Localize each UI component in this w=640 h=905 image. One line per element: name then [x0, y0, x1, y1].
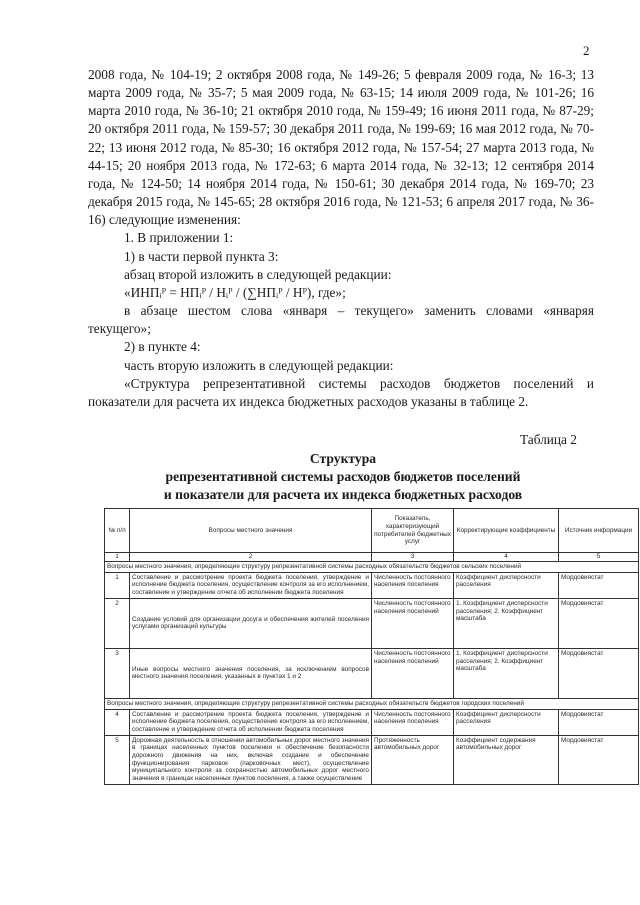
table-title-line-2: репрезентативной системы расходов бюджетов поселений [165, 469, 521, 484]
col-number: 5 [559, 553, 639, 562]
table-title [88, 450, 598, 504]
row-source: Мордовиястат [559, 572, 639, 598]
row-source: Мордовиястат [559, 648, 639, 698]
paragraph-point-4: 2) в пункте 4: [124, 339, 201, 355]
column-numbers-row [105, 553, 639, 562]
col-number: 1 [105, 553, 130, 562]
table-row [105, 598, 639, 648]
paragraph-part-2: часть вторую изложить в следующей редакции: [124, 357, 394, 373]
paragraph-abzac-2: абзац второй изложить в следующей редакции: [124, 266, 392, 282]
row-question: Создание условий для организации досуга и обеспечения жителей поселения услугами организаций культуры [130, 598, 372, 648]
paragraph-appendix-1: 1. В приложении 1: [124, 230, 234, 246]
table-title-line-1: Структура [309, 451, 377, 466]
table-label: Таблица 2 [520, 432, 577, 447]
table-row [105, 648, 639, 698]
row-question: Составление и рассмотрение проекта бюджета поселения, утверждение и исполнение бюджета поселения, осуществление контроля за его исполнением, составление и утверждение отчета об исполнении бюджета поселения [130, 709, 372, 735]
row-indicator: Численность постоянного населения поселений [372, 598, 454, 648]
row-coefficient: Коэффициент дисперсности расселения [454, 709, 559, 735]
row-coefficient: Коэффициент содержания автомобильных дорог [454, 735, 559, 784]
budget-structure-table [104, 508, 639, 785]
row-question: Иные вопросы местного значения поселения, за исключением вопросов местного значения поселения, указанных в пунктах 1 и 2 [130, 648, 372, 698]
row-indicator: Протяженность автомобильных дорог [372, 735, 454, 784]
row-indicator: Численность постоянного населения поселений [372, 648, 454, 698]
section-rural: Вопросы местного значения, определяющие структуру репрезентативной системы расходных обязательств бюджетов сельских поселений [105, 562, 639, 573]
row-coefficient: Коэффициент дисперсности расселения [454, 572, 559, 598]
table-row [105, 709, 639, 735]
row-number: 4 [105, 709, 130, 735]
col-number: 2 [130, 553, 372, 562]
paragraph-point-3: 1) в части первой пункта 3: [124, 248, 279, 264]
section-urban: Вопросы местного значения, определяющие структуру репрезентативной системы расходных обязательств бюджетов городских поселений [105, 698, 639, 709]
row-source: Мордовиястат [559, 598, 639, 648]
row-question: Дорожная деятельность в отношении автомобильных дорог местного значения в границах населенных пунктов поселения и обеспечение безопасности дорожного движения на них, включая создание и обеспечение функционирования парковок (парковочных мест), осуществление муниципального контроля за сохранностью автомобильных дорог местного значения в границах населенных пунктов поселения, а также осуществление [130, 735, 372, 784]
section-rural-row [105, 562, 639, 573]
row-coefficient: 1. Коэффициент дисперсности расселения; 2. Коэффициент масштаба [454, 648, 559, 698]
row-indicator: Численность постоянного населения поселения [372, 572, 454, 598]
row-number: 2 [105, 598, 130, 648]
row-source: Мордовиястат [559, 709, 639, 735]
page-number: 2 [583, 43, 590, 58]
header-indicator: Показатель, характеризующий потребителей бюджетных услуг [372, 509, 454, 553]
header-source: Источник информации [559, 509, 639, 553]
body-text [88, 66, 594, 411]
row-indicator: Численность постоянного населения поселения [372, 709, 454, 735]
section-urban-row [105, 698, 639, 709]
paragraph-structure-text: «Структура репрезентативной системы расходов бюджетов поселений и показатели для расчета их индекса бюджетных расходов указаны в таблице 2. [88, 375, 594, 409]
row-question: Составление и рассмотрение проекта бюджета поселения, утверждение и исполнение бюджета поселения, осуществление контроля за его исполнением, составление и утверждение отчета об исполнении бюджета поселения [130, 572, 372, 598]
paragraph-abzac-6: в абзаце шестом слова «января – текущего» заменить словами «январяя текущего»; [88, 303, 594, 337]
header-number: № п/п [105, 509, 130, 553]
paragraph-amendments-list: 2008 года, № 104-19; 2 октября 2008 года, № 149-26; 5 февраля 2009 года, № 16-3; 13 марта 2009 года, № 35-7; 5 мая 2009 года, № 63-15; 14 июля 2009 года, № 101-26; 16 марта 2010 года, № 36-10; 21 октября 2010 года, № 159-49; 16 июня 2011 года, № 87-29; 20 октября 2011 года, № 159-57; 30 декабря 2011 года, № 199-69; 16 мая 2012 года, № 70-22; 13 июня 2012 года, № 85-30; 16 октября 2012 года, № 157-54; 27 марта 2013 года, № 44-15; 20 ноября 2013 года, № 172-63; 6 марта 2014 года, № 32-13; 12 сентября 2014 года, № 124-50; 14 ноября 2014 года, № 150-61; 30 декабря 2014 года, № 169-70; 23 декабря 2015 года, № 145-65; 28 октября 2016 года, № 121-53; 6 апреля 2017 года, № 36-16) следующие изменения: [88, 67, 594, 228]
header-coefficients: Корректирующие коэффициенты [454, 509, 559, 553]
formula: «ИНПᵢᴾ = НПᵢᴾ / Нᵢᴾ / (∑НПᵢᴾ / Нᴾ), где»; [124, 284, 346, 300]
row-number: 1 [105, 572, 130, 598]
table-header-row [105, 509, 639, 553]
row-number: 5 [105, 735, 130, 784]
row-coefficient: 1. Коэффициент дисперсности расселения; 2. Коэффициент масштаба [454, 598, 559, 648]
table-row [105, 735, 639, 784]
row-number: 3 [105, 648, 130, 698]
col-number: 3 [372, 553, 454, 562]
table-row [105, 572, 639, 598]
table-title-line-3: и показатели для расчета их индекса бюджетных расходов [163, 487, 523, 502]
col-number: 4 [454, 553, 559, 562]
header-question: Вопросы местного значения [130, 509, 372, 553]
row-source: Мордовиястат [559, 735, 639, 784]
